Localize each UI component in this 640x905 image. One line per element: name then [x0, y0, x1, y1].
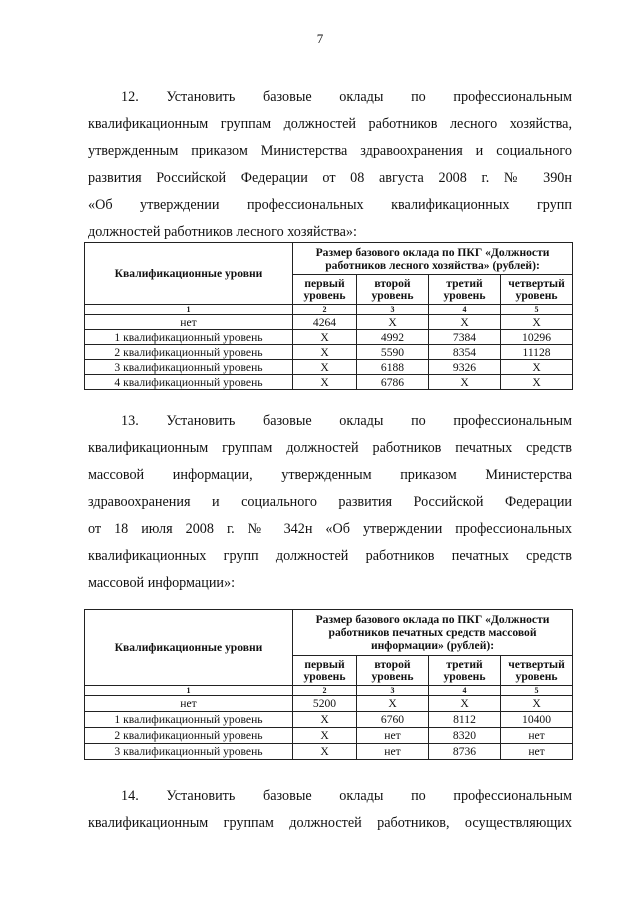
table-cell: 10400	[501, 712, 573, 728]
group-header-line: работников лесного хозяйства» (рублей):	[325, 258, 540, 272]
row-label: нет	[85, 696, 293, 712]
level-header-line: третий	[446, 276, 483, 290]
table-cell: 9326	[429, 360, 501, 375]
table-cell: X	[293, 360, 357, 375]
row-label: 3 квалификационный уровень	[85, 360, 293, 375]
column-number: 2	[293, 305, 357, 315]
row-label: 1 квалификационный уровень	[85, 330, 293, 345]
level-header-line: четвертый	[508, 657, 565, 671]
group-header	[293, 610, 573, 656]
table-cell: 7384	[429, 330, 501, 345]
text-line: должностей работников лесного хозяйства»:	[88, 224, 357, 240]
level-header	[501, 656, 573, 686]
level-header-line: уровень	[515, 288, 558, 302]
column-number: 4	[429, 686, 501, 696]
paragraph-13	[88, 408, 572, 597]
table-cell: X	[293, 330, 357, 345]
table-cell: X	[501, 360, 573, 375]
table-cell: X	[357, 315, 429, 330]
level-header	[293, 275, 357, 305]
level-header-line: уровень	[443, 669, 486, 683]
group-header	[293, 243, 573, 275]
table-cell: 5590	[357, 345, 429, 360]
level-header-line: четвертый	[508, 276, 565, 290]
table-cell: 4264	[293, 315, 357, 330]
level-header-line: первый	[304, 276, 345, 290]
table-cell: 10296	[501, 330, 573, 345]
row-label: 4 квалификационный уровень	[85, 375, 293, 390]
text-line: утвержденным приказом Министерства здравоохранения и социального	[88, 143, 572, 159]
column-number: 4	[429, 305, 501, 315]
table-cell: X	[293, 345, 357, 360]
table-cell: нет	[501, 728, 573, 744]
column-number: 5	[501, 305, 573, 315]
level-header-line: первый	[304, 657, 345, 671]
text-line: квалификационным группам должностей работников лесного хозяйства,	[88, 116, 572, 132]
column-number: 3	[357, 686, 429, 696]
text-line: квалификационных групп должностей работников печатных средств	[88, 548, 572, 564]
table-row	[85, 330, 573, 345]
table-cell: 6760	[357, 712, 429, 728]
table-row	[85, 712, 573, 728]
column-header-levels: Квалификационные уровни	[85, 610, 293, 686]
column-number: 5	[501, 686, 573, 696]
page-number: 7	[316, 31, 324, 46]
table-cell: X	[501, 315, 573, 330]
level-header-line: второй	[374, 657, 411, 671]
paragraph-12	[88, 84, 572, 246]
group-header-line: работников печатных средств массовой	[328, 626, 537, 639]
table-row	[85, 315, 573, 330]
table-cell: 8354	[429, 345, 501, 360]
text-line: квалификационным группам должностей работников, осуществляющих	[88, 815, 572, 831]
table-cell: нет	[357, 728, 429, 744]
column-number: 1	[85, 305, 293, 315]
row-label: 2 квалификационный уровень	[85, 345, 293, 360]
column-number: 2	[293, 686, 357, 696]
table-row	[85, 696, 573, 712]
table-cell: X	[429, 375, 501, 390]
group-header-line: Размер базового оклада по ПКГ «Должности	[315, 245, 550, 259]
text-line: 14. Установить базовые оклады по профессиональным	[121, 788, 572, 804]
text-line: 13. Установить базовые оклады по профессиональным	[121, 413, 572, 429]
table-cell: нет	[357, 744, 429, 760]
level-header-line: второй	[374, 276, 411, 290]
row-label: 3 квалификационный уровень	[85, 744, 293, 760]
level-header	[501, 275, 573, 305]
table-cell: X	[357, 696, 429, 712]
table-cell: X	[293, 375, 357, 390]
salary-table-print-media	[84, 609, 573, 760]
table-row	[85, 375, 573, 390]
column-number: 1	[85, 686, 293, 696]
column-number: 3	[357, 305, 429, 315]
table-cell: X	[429, 315, 501, 330]
level-header-line: уровень	[303, 288, 346, 302]
level-header	[293, 656, 357, 686]
table-cell: нет	[501, 744, 573, 760]
table-cell: X	[293, 744, 357, 760]
table-cell: X	[293, 712, 357, 728]
text-line: «Об утверждении профессиональных квалификационных групп	[88, 197, 572, 213]
row-label: 2 квалификационный уровень	[85, 728, 293, 744]
salary-table-forestry	[84, 242, 573, 390]
table-cell: 8112	[429, 712, 501, 728]
level-header-line: уровень	[371, 288, 414, 302]
row-label: 1 квалификационный уровень	[85, 712, 293, 728]
table-row	[85, 360, 573, 375]
table-row	[85, 744, 573, 760]
table-cell: X	[429, 696, 501, 712]
table-cell: 6786	[357, 375, 429, 390]
row-label: нет	[85, 315, 293, 330]
table-cell: 8736	[429, 744, 501, 760]
paragraph-14	[88, 783, 572, 837]
level-header-line: уровень	[303, 669, 346, 683]
table-cell: X	[501, 375, 573, 390]
level-header-line: уровень	[443, 288, 486, 302]
text-line: здравоохранения и социального развития Российской Федерации	[88, 494, 572, 510]
level-header-line: уровень	[515, 669, 558, 683]
text-line: 12. Установить базовые оклады по профессиональным	[121, 89, 572, 105]
level-header	[429, 275, 501, 305]
group-header-line: Размер базового оклада по ПКГ «Должности	[315, 613, 550, 626]
table-cell: 8320	[429, 728, 501, 744]
table-cell: X	[293, 728, 357, 744]
column-header-levels: Квалификационные уровни	[85, 243, 293, 305]
level-header	[357, 656, 429, 686]
table-row	[85, 728, 573, 744]
text-line: развития Российской Федерации от 08 августа 2008 г. № 390н	[88, 170, 572, 186]
text-line: массовой информации, утвержденным приказом Министерства	[88, 467, 572, 483]
table-cell: 11128	[501, 345, 573, 360]
table-cell: 4992	[357, 330, 429, 345]
table-cell: X	[501, 696, 573, 712]
level-header-line: уровень	[371, 669, 414, 683]
table-cell: 6188	[357, 360, 429, 375]
text-line: от 18 июля 2008 г. № 342н «Об утверждении профессиональных	[88, 521, 572, 537]
table-row	[85, 345, 573, 360]
group-header-line: информации» (рублей):	[370, 639, 495, 652]
text-line: квалификационным группам должностей работников печатных средств	[88, 440, 572, 456]
level-header	[429, 656, 501, 686]
text-line: массовой информации»:	[88, 575, 236, 591]
level-header-line: третий	[446, 657, 483, 671]
table-cell: 5200	[293, 696, 357, 712]
level-header	[357, 275, 429, 305]
